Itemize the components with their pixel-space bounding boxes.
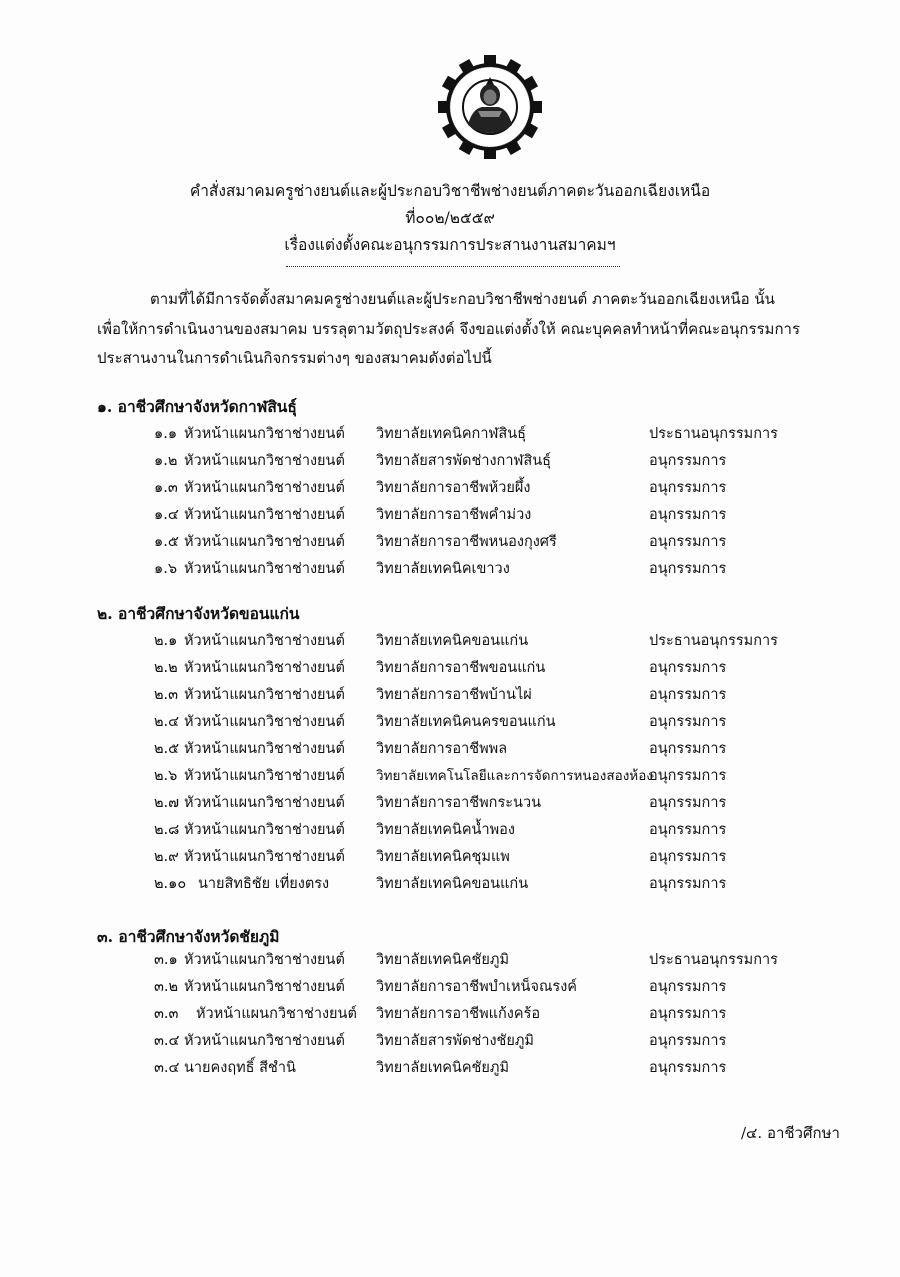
committee-row [0,874,900,898]
row-role: อนุกรรมการ [649,741,727,757]
row-person: หัวหน้าแผนกวิชาช่างยนต์ [196,1006,357,1022]
row-role: อนุกรรมการ [649,687,727,703]
row-person: หัวหน้าแผนกวิชาช่างยนต์ [184,741,345,757]
committee-row [0,712,900,736]
row-college: วิทยาลัยการอาชีพขอนแก่น [376,660,546,676]
row-college: วิทยาลัยเทคนิคชัยภูมิ [376,1060,509,1076]
order-title: คำสั่งสมาคมครูช่างยนต์และผู้ประกอบวิชาชีพช่างยนต์ภาคตะวันออกเฉียงเหนือ [189,182,711,200]
row-number: ๑.๒ [154,453,178,469]
committee-row [0,478,900,502]
committee-row [0,950,900,974]
row-number: ๒.๙ [154,849,179,865]
row-college: วิทยาลัยสารพัดช่างกาฬสินธุ์ [376,453,551,469]
row-college: วิทยาลัยเทคนิคน้ำพอง [376,822,515,838]
row-person: หัวหน้าแผนกวิชาช่างยนต์ [184,952,345,968]
committee-row [0,505,900,529]
row-college: วิทยาลัยการอาชีพหนองกุงศรี [376,534,557,550]
row-role: อนุกรรมการ [649,1006,727,1022]
row-person: หัวหน้าแผนกวิชาช่างยนต์ [184,660,345,676]
row-number: ๒.๕ [154,741,180,757]
continued-next-page: /๔. อาชีวศึกษา [741,1124,840,1142]
intro-line-1: ตามที่ได้มีการจัดตั้งสมาคมครูช่างยนต์และผู้ประกอบวิชาชีพช่างยนต์ ภาคตะวันออกเฉียงเหนือ นั้น [150,290,775,308]
committee-row [0,739,900,763]
row-role: อนุกรรมการ [649,822,727,838]
row-college: วิทยาลัยเทคนิคขอนแก่น [376,633,529,649]
committee-row [0,631,900,655]
row-college: วิทยาลัยเทคนิคชุมแพ [376,849,510,865]
row-role: อนุกรรมการ [649,561,727,577]
row-role: อนุกรรมการ [649,849,727,865]
row-person: หัวหน้าแผนกวิชาช่างยนต์ [184,979,345,995]
row-person: หัวหน้าแผนกวิชาช่างยนต์ [184,687,345,703]
row-role: อนุกรรมการ [649,534,727,550]
row-person: หัวหน้าแผนกวิชาช่างยนต์ [184,534,345,550]
committee-row [0,451,900,475]
row-college: วิทยาลัยสารพัดช่างชัยภูมิ [376,1033,534,1049]
row-college: วิทยาลัยการอาชีพห้วยผึ้ง [376,480,531,496]
row-number: ๑.๔ [154,507,179,523]
row-person: หัวหน้าแผนกวิชาช่างยนต์ [184,633,345,649]
row-number: ๑.๑ [154,426,178,442]
row-college: วิทยาลัยการอาชีพแก้งคร้อ [376,1006,541,1022]
row-person: หัวหน้าแผนกวิชาช่างยนต์ [184,795,345,811]
row-role: ประธานอนุกรรมการ [649,952,778,968]
committee-row [0,658,900,682]
row-role: อนุกรรมการ [649,660,727,676]
row-college: วิทยาลัยเทคนิคชัยภูมิ [376,952,509,968]
row-role: อนุกรรมการ [649,1060,727,1076]
committee-row [0,977,900,1001]
row-number: ๒.๗ [154,795,180,811]
row-number: ๓.๔ [154,1060,180,1076]
row-college: วิทยาลัยเทคนิคกาฬสินธุ์ [376,426,526,442]
committee-row [0,766,900,790]
row-role: อนุกรรมการ [649,507,727,523]
row-number: ๒.๘ [154,822,180,838]
row-role: อนุกรรมการ [649,480,727,496]
row-role: อนุกรรมการ [649,768,727,784]
row-person: นายสิทธิชัย เที่ยงตรง [198,876,330,892]
row-college: วิทยาลัยการอาชีพพล [376,741,508,757]
row-role: อนุกรรมการ [649,453,727,469]
row-college: วิทยาลัยการอาชีพบำเหน็จณรงค์ [376,979,577,995]
row-role: ประธานอนุกรรมการ [649,633,778,649]
row-number: ๓.๑ [154,952,178,968]
row-role: อนุกรรมการ [649,1033,727,1049]
committee-row [0,1058,900,1082]
section-title-chaiyaphum: ๓. อาชีวศึกษาจังหวัดชัยภูมิ [97,927,280,946]
row-person: หัวหน้าแผนกวิชาช่างยนต์ [184,849,345,865]
row-college: วิทยาลัยเทคนิคขอนแก่น [376,876,529,892]
row-number: ๑.๓ [154,480,178,496]
intro-line-2: เพื่อให้การดำเนินงานของสมาคม บรรลุตามวัตถุประสงค์ จึงขอแต่งตั้งให้ คณะบุคคลทำหน้าที่คณะอนุกรรมการ [97,320,801,338]
row-role: ประธานอนุกรรมการ [649,426,778,442]
row-person: หัวหน้าแผนกวิชาช่างยนต์ [184,507,345,523]
row-college: วิทยาลัยเทคนิคเขาวง [376,561,510,577]
row-college: วิทยาลัยการอาชีพคำม่วง [376,507,532,523]
committee-row [0,847,900,871]
committee-row [0,820,900,844]
row-number: ๒.๒ [154,660,178,676]
committee-row [0,532,900,556]
row-college: วิทยาลัยเทคนิคนครขอนแก่น [376,714,556,730]
association-seal-logo [438,55,542,159]
committee-row [0,793,900,817]
intro-line-3: ประสานงานในการดำเนินกิจกรรมต่างๆ ของสมาคมดังต่อไปนี้ [97,349,492,367]
row-college: วิทยาลัยการอาชีพกระนวน [376,795,542,811]
committee-row [0,1031,900,1055]
row-person: นายคงฤทธิ์ สีชำนิ [184,1060,296,1076]
row-number: ๓.๒ [154,979,179,995]
section-title-khonkaen: ๒. อาชีวศึกษาจังหวัดขอนแก่น [97,604,300,623]
row-number: ๑.๕ [154,534,179,550]
row-number: ๒.๔ [154,714,180,730]
row-number: ๓.๓ [154,1006,179,1022]
row-role: อนุกรรมการ [649,714,727,730]
section-title-kalasin: ๑. อาชีวศึกษาจังหวัดกาฬสินธุ์ [97,397,297,416]
row-person: หัวหน้าแผนกวิชาช่างยนต์ [184,453,345,469]
row-college: วิทยาลัยเทคโนโลยีและการจัดการหนองสองห้อง [376,768,653,784]
committee-row [0,1004,900,1028]
row-person: หัวหน้าแผนกวิชาช่างยนต์ [184,561,345,577]
row-number: ๒.๑ [154,633,178,649]
row-number: ๒.๑๐ [154,876,187,892]
order-number: ที่๐๐๒/๒๕๕๙ [405,209,495,227]
row-college: วิทยาลัยการอาชีพบ้านไผ่ [376,687,532,703]
committee-row [0,559,900,583]
row-role: อนุกรรมการ [649,876,727,892]
row-role: อนุกรรมการ [649,795,727,811]
row-number: ๒.๖ [154,768,178,784]
row-number: ๒.๓ [154,687,179,703]
row-person: หัวหน้าแผนกวิชาช่างยนต์ [184,714,345,730]
committee-row [0,685,900,709]
row-person: หัวหน้าแผนกวิชาช่างยนต์ [184,426,345,442]
row-person: หัวหน้าแผนกวิชาช่างยนต์ [184,822,345,838]
order-subject: เรื่องแต่งตั้งคณะอนุกรรมการประสานงานสมาคมฯ [284,236,616,254]
row-person: หัวหน้าแผนกวิชาช่างยนต์ [184,480,345,496]
row-number: ๑.๖ [154,561,178,577]
row-person: หัวหน้าแผนกวิชาช่างยนต์ [184,768,345,784]
row-role: อนุกรรมการ [649,979,727,995]
committee-row [0,424,900,448]
dotted-divider [286,266,620,267]
row-number: ๓.๔ [154,1033,180,1049]
row-person: หัวหน้าแผนกวิชาช่างยนต์ [184,1033,345,1049]
